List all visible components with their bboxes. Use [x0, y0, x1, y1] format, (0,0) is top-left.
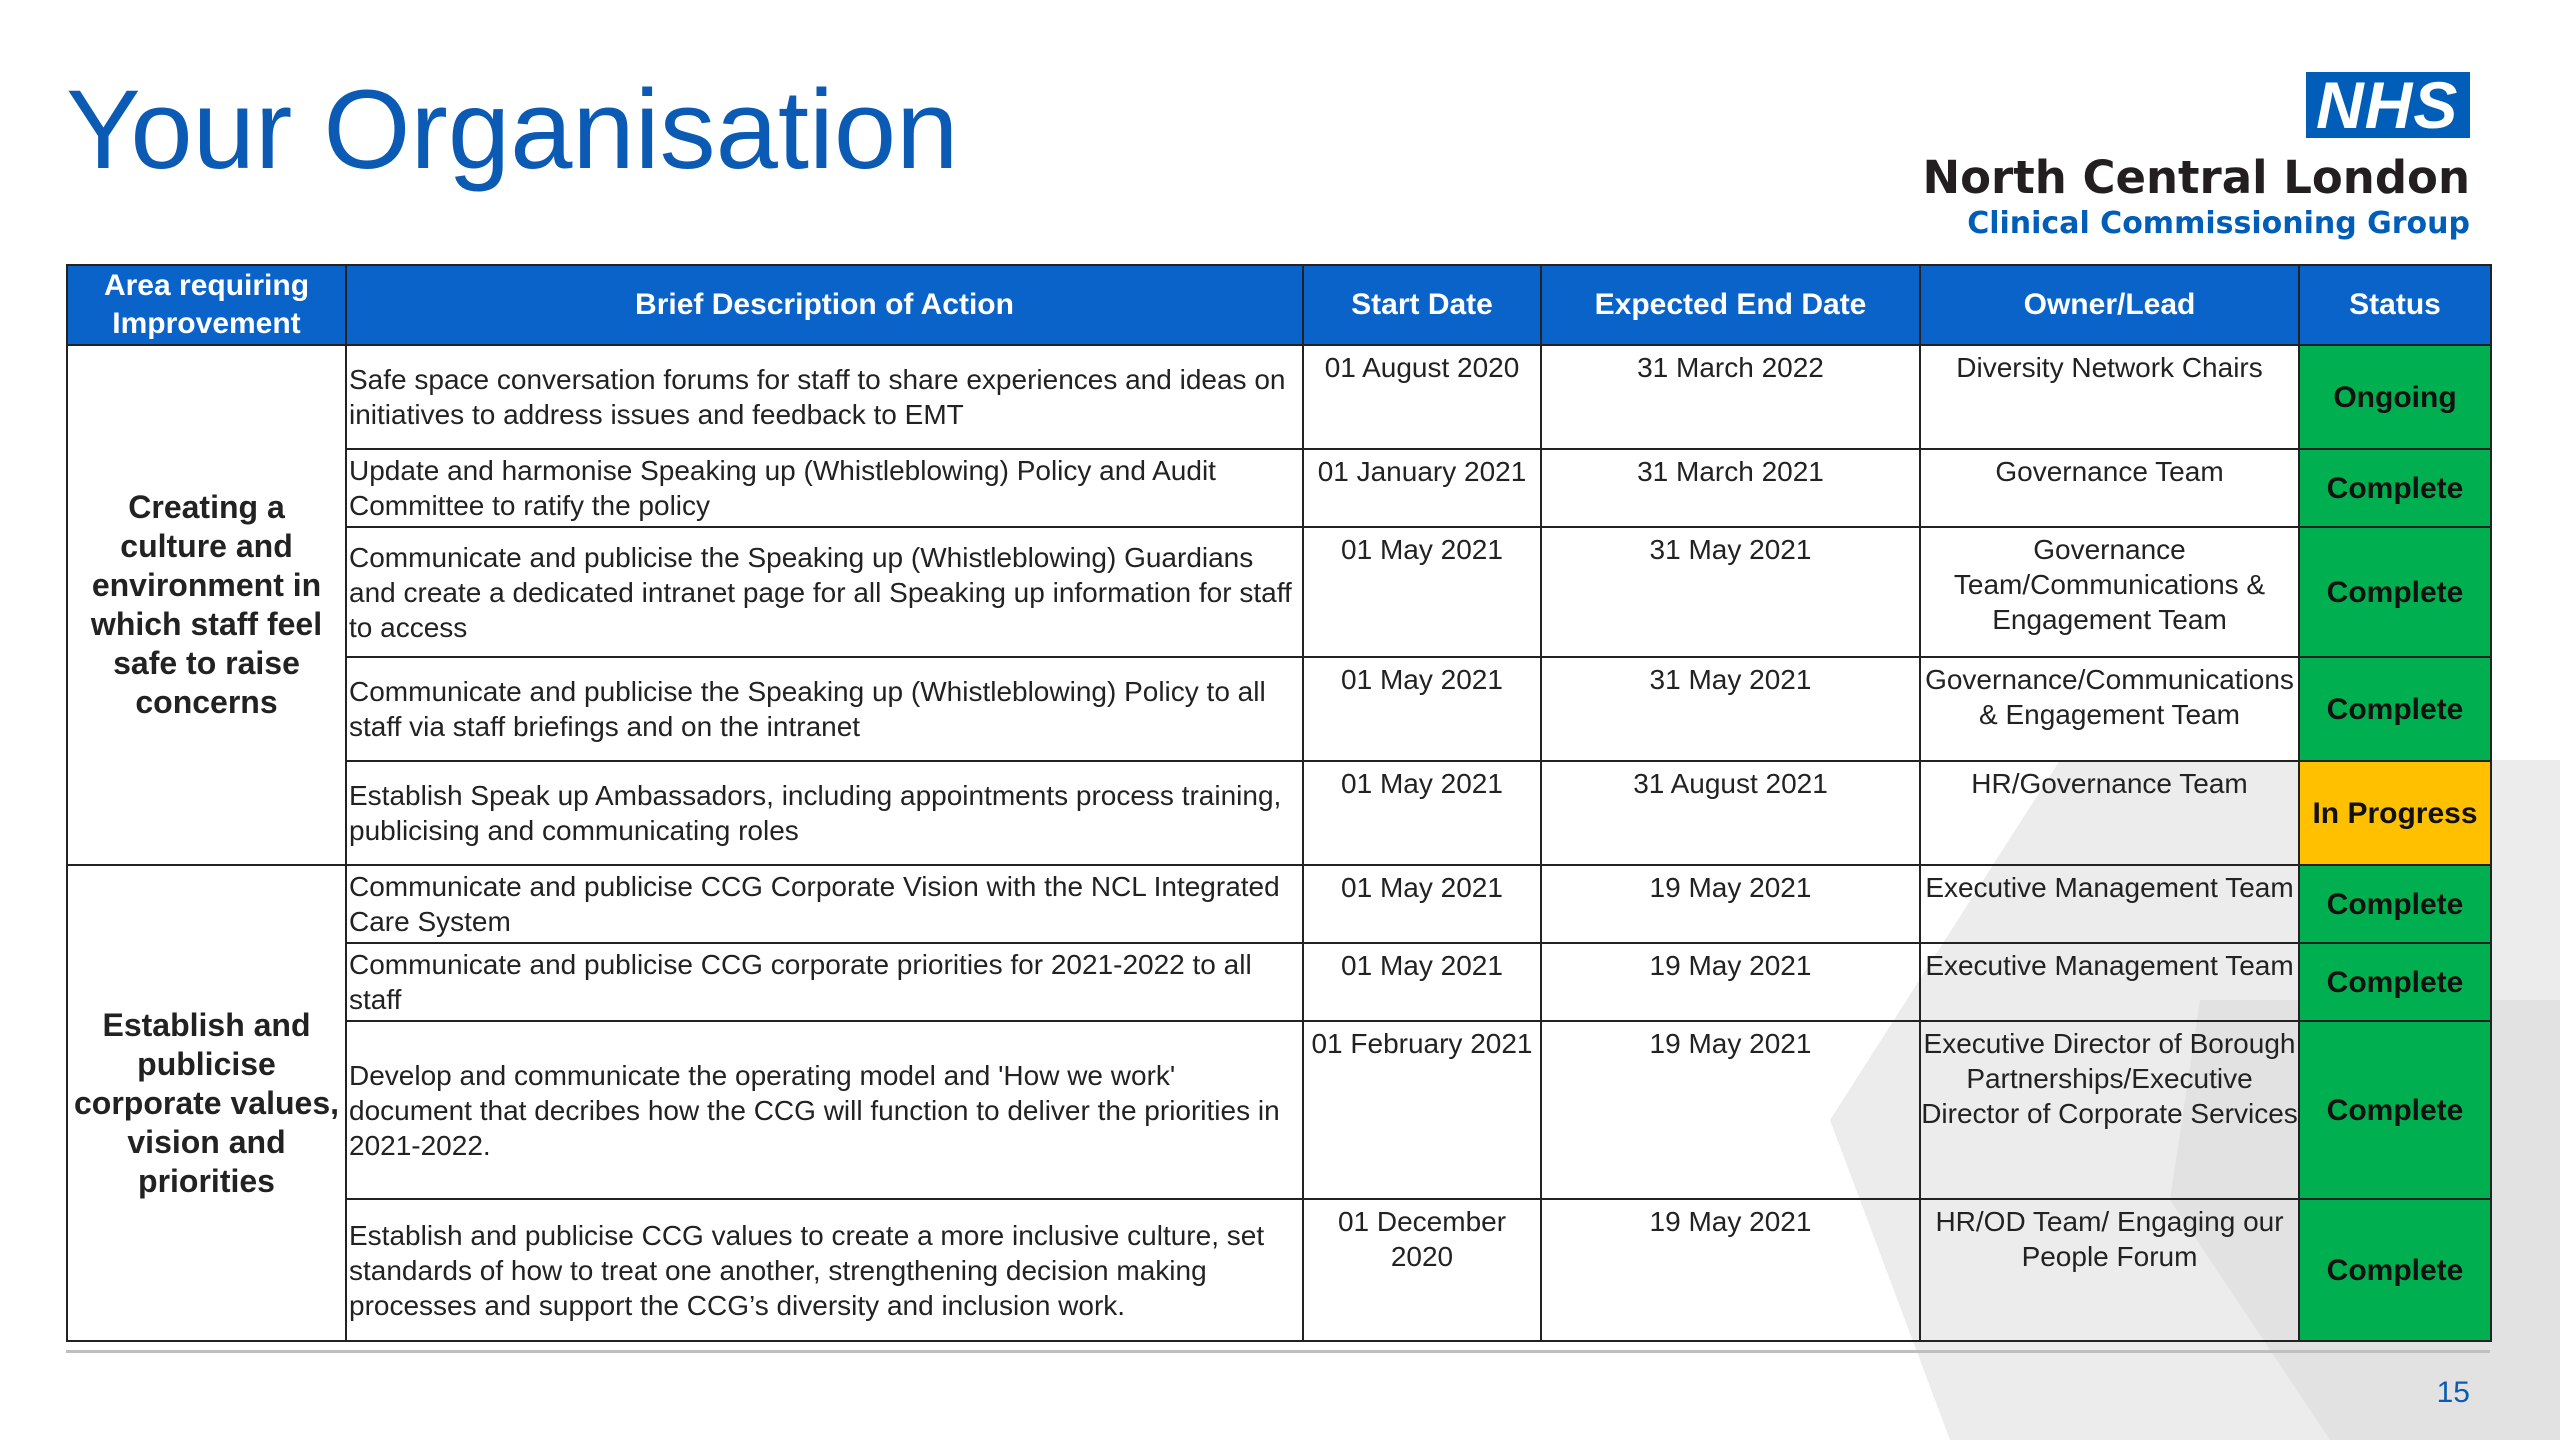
owner-cell: Executive Management Team — [1920, 865, 2299, 943]
description-cell: Safe space conversation forums for staff to share experiences and ideas on initiatives to address issues and feedback to EMT — [346, 345, 1303, 449]
owner-cell: Executive Management Team — [1920, 943, 2299, 1021]
start-date-cell: 01 May 2021 — [1303, 527, 1541, 657]
status-badge: Complete — [2299, 657, 2491, 761]
owner-cell: HR/Governance Team — [1920, 761, 2299, 865]
end-date-cell: 31 May 2021 — [1541, 527, 1920, 657]
org-name: North Central London — [1922, 151, 2470, 204]
header-area: Area requiring Improvement — [67, 265, 346, 345]
table-row — [67, 1199, 2491, 1341]
start-date-cell: 01 May 2021 — [1303, 657, 1541, 761]
end-date-cell: 19 May 2021 — [1541, 1199, 1920, 1341]
status-badge: Complete — [2299, 1021, 2491, 1199]
description-cell: Communicate and publicise CCG corporate priorities for 2021-2022 to all staff — [346, 943, 1303, 1021]
nhs-ncl-logo — [1922, 68, 2470, 244]
start-date-cell: 01 May 2021 — [1303, 761, 1541, 865]
end-date-cell: 31 May 2021 — [1541, 657, 1920, 761]
owner-cell: Executive Director of Borough Partnerships/Executive Director of Corporate Services — [1920, 1021, 2299, 1199]
owner-cell: Diversity Network Chairs — [1920, 345, 2299, 449]
header-description: Brief Description of Action — [346, 265, 1303, 345]
page-number: 15 — [2436, 1376, 2470, 1409]
start-date-cell: 01 December 2020 — [1303, 1199, 1541, 1341]
end-date-cell: 19 May 2021 — [1541, 1021, 1920, 1199]
header-owner: Owner/Lead — [1920, 265, 2299, 345]
table-row — [67, 527, 2491, 657]
end-date-cell: 31 March 2021 — [1541, 449, 1920, 527]
start-date-cell: 01 January 2021 — [1303, 449, 1541, 527]
table-row — [67, 943, 2491, 1021]
start-date-cell: 01 May 2021 — [1303, 865, 1541, 943]
page-title: Your Organisation — [66, 67, 959, 192]
status-badge: In Progress — [2299, 761, 2491, 865]
status-badge: Ongoing — [2299, 345, 2491, 449]
status-badge: Complete — [2299, 449, 2491, 527]
description-cell: Communicate and publicise the Speaking up (Whistleblowing) Guardians and create a dedicated intranet page for all Speaking up information for staff to access — [346, 527, 1303, 657]
end-date-cell: 19 May 2021 — [1541, 865, 1920, 943]
table-row — [67, 1021, 2491, 1199]
area-cell: Creating a culture and environment in which staff feel safe to raise concerns — [67, 345, 346, 865]
owner-cell: Governance Team — [1920, 449, 2299, 527]
status-badge: Complete — [2299, 865, 2491, 943]
description-cell: Establish and publicise CCG values to create a more inclusive culture, set standards of how to treat one another, strengthening decision making processes and support the CCG’s diversity and inclusion work. — [346, 1199, 1303, 1341]
end-date-cell: 19 May 2021 — [1541, 943, 1920, 1021]
description-cell: Communicate and publicise CCG Corporate Vision with the NCL Integrated Care System — [346, 865, 1303, 943]
status-badge: Complete — [2299, 1199, 2491, 1341]
start-date-cell: 01 August 2020 — [1303, 345, 1541, 449]
owner-cell: Governance/Communications & Engagement Team — [1920, 657, 2299, 761]
owner-cell: HR/OD Team/ Engaging our People Forum — [1920, 1199, 2299, 1341]
org-subtitle: Clinical Commissioning Group — [1967, 206, 2470, 241]
start-date-cell: 01 May 2021 — [1303, 943, 1541, 1021]
table-row — [67, 345, 2491, 449]
end-date-cell: 31 March 2022 — [1541, 345, 1920, 449]
table-row — [67, 449, 2491, 527]
start-date-cell: 01 February 2021 — [1303, 1021, 1541, 1199]
header-status: Status — [2299, 265, 2491, 345]
action-plan-table — [66, 264, 2492, 1342]
table-header-row — [67, 265, 2491, 345]
owner-cell: Governance Team/Communications & Engagement Team — [1920, 527, 2299, 657]
table-row — [67, 761, 2491, 865]
area-cell: Establish and publicise corporate values, vision and priorities — [67, 865, 346, 1341]
description-cell: Establish Speak up Ambassadors, including appointments process training, publicising and communicating roles — [346, 761, 1303, 865]
status-badge: Complete — [2299, 943, 2491, 1021]
header-start-date: Start Date — [1303, 265, 1541, 345]
description-cell: Update and harmonise Speaking up (Whistleblowing) Policy and Audit Committee to ratify the policy — [346, 449, 1303, 527]
description-cell: Communicate and publicise the Speaking up (Whistleblowing) Policy to all staff via staff briefings and on the intranet — [346, 657, 1303, 761]
end-date-cell: 31 August 2021 — [1541, 761, 1920, 865]
status-badge: Complete — [2299, 527, 2491, 657]
table-row — [67, 657, 2491, 761]
nhs-logo-mark: NHS — [2306, 72, 2470, 138]
description-cell: Develop and communicate the operating model and 'How we work' document that decribes how the CCG will function to deliver the priorities in 2021-2022. — [346, 1021, 1303, 1199]
header-end-date: Expected End Date — [1541, 265, 1920, 345]
bottom-divider — [66, 1350, 2490, 1353]
table-row — [67, 865, 2491, 943]
